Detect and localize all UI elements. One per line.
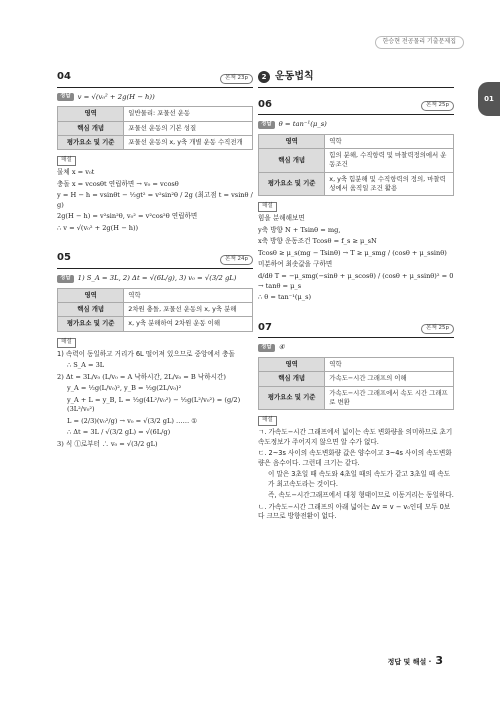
chapter-tab: 01 (478, 82, 500, 116)
solution-tag: 해설 (57, 156, 76, 166)
q06-heading (258, 98, 454, 116)
answer-tag: 정답 (258, 121, 275, 129)
page-number: 3 (435, 654, 443, 668)
solution-line: ㄷ. 2~3s 사이의 속도변화량 값은 양수이고 3~4s 사이의 속도변화량은 음수이다. 그런데 크기는 같다. (258, 449, 452, 467)
q06-table (258, 134, 454, 196)
cell: x, y축 힘분해 및 수직항력의 정의, 마찰력 성에서 움직일 조건 활용 (325, 172, 454, 196)
solution-line: ㄱ. 가속도−시간 그래프에서 넓이는 속도 변화량을 의미하므로 초기 속도정보가 주어지지 않으면 알 수가 없다. (258, 428, 453, 446)
cell: 포물선 운동의 기본 성질 (124, 121, 253, 135)
cell: 평가요소 및 기준 (58, 135, 124, 149)
q06-ref: 본책 25p (421, 101, 454, 111)
solution-line: y_A + L = y_B, L = ½g(4L²/v₀²) − ½g(L²/v₀²) = (g/2)(3L²/v₀²) (67, 395, 241, 414)
cell: 포물선 운동의 x, y축 개별 운동 수직전개 (124, 135, 253, 149)
q05-heading (57, 251, 253, 269)
answer-tag: 정답 (258, 344, 275, 352)
section-number: 2 (258, 71, 270, 83)
cell: 가속도−시간 그래프의 이해 (325, 372, 454, 386)
footer-label: 정답 및 해설 · (387, 658, 432, 667)
section-name: 운동법칙 (275, 71, 314, 82)
solution-line: ∴ θ = tan⁻¹(μ_s) (258, 293, 312, 302)
solution-line: x축 방향 운동조건 Tcosθ = f_s ≥ μ_sN (258, 237, 377, 246)
solution-line: 2) Δt = 3L/v₀ (L/v₀ = A 낙하시간, 2L/v₀ = B 낙하시간) (57, 372, 226, 381)
solution-line: d/dθ T = −μ_smg(−sinθ + μ_scosθ) / (cosθ + μ_ssinθ)² = 0 → tanθ = μ_s (258, 271, 454, 290)
solution-line: 2g(H − h) = v²sin²θ, v₀² = v²cos²θ 연립하면 (57, 212, 198, 221)
cell: 가속도−시간 그래프에서 속도 시간 그래프로 변환 (325, 386, 454, 410)
solution-line: 이 말은 3초일 때 속도와 4초일 때의 속도가 같고 3초일 때 속도가 최고속도라는 것이다. (268, 470, 451, 488)
solution-tag: 해설 (258, 416, 277, 426)
answer-text: 1) S_A = 3L, 2) Δt = √(6L/g), 3) v₀ = √(3/2 gL) (77, 273, 237, 282)
solution-line: 물체 x = v₀t (57, 168, 95, 177)
solution-line: ∴ v = √(v₀² + 2g(H − h)) (57, 223, 139, 232)
solution-line: 충돌 x = vcosθt 연립하면 → v₀ = vcosθ (57, 179, 179, 188)
cell: 영역 (259, 134, 325, 148)
solution-line: ∴ S_A = 3L (67, 361, 105, 370)
solution-line: Tcosθ ≥ μ_s(mg − Tsinθ) → T ≥ μ_smg / (cosθ + μ_ssinθ) (258, 248, 447, 257)
cell: 평가요소 및 기준 (58, 317, 124, 331)
cell: 핵심 개념 (58, 121, 124, 135)
solution-line: L = (2/3)(v₀²/g) → v₀ = √(3/2 gL) …… ① (67, 416, 198, 425)
q07-heading (258, 321, 454, 339)
solution-line: 미분하여 최솟값을 구하면 (258, 260, 333, 269)
solution-tag: 해설 (57, 338, 76, 348)
q04-table (57, 106, 253, 150)
q04-ref: 본책 23p (220, 74, 253, 84)
q05-answer (57, 274, 253, 284)
q07-ref: 본책 25p (421, 324, 454, 334)
solution-line: 1) 속력이 동일하고 거리가 6L 떨어져 있으므로 중앙에서 충돌 (57, 349, 235, 358)
answer-tag: 정답 (57, 93, 74, 101)
q04-heading (57, 70, 253, 88)
solution-line: ∴ Δt = 3L / √(3/2 gL) = √(6L/g) (67, 428, 171, 437)
page-footer (388, 653, 443, 669)
q05-table (57, 288, 253, 332)
cell: 영역 (259, 357, 325, 371)
answer-text: θ = tan⁻¹(μ_s) (278, 120, 327, 128)
solution-line: 즉, 속도−시간그래프에서 대칭 형태이므로 이동거리는 동일하다. (268, 491, 454, 500)
cell: 힘의 분해, 수직항력 및 마찰력정의에서 운동조건 (325, 149, 454, 173)
q07-number: 07 (258, 321, 272, 333)
answer-text: v = √(v₀² + 2g(H − h)) (77, 92, 155, 101)
cell: 평가요소 및 기준 (259, 172, 325, 196)
cell: 평가요소 및 기준 (259, 386, 325, 410)
cell: 역학 (325, 134, 454, 148)
cell: 영역 (58, 288, 124, 302)
cell: x, y축 분해하여 2차원 운동 이해 (124, 317, 253, 331)
q04-answer (57, 93, 253, 103)
q06-number: 06 (258, 98, 272, 110)
solution-line: y = H − h = vsinθt − ½gt² = v²sin²θ / 2g (최고점 t = vsinθ / g) (57, 191, 253, 209)
solution-line: 힘을 분해해보면 (258, 214, 305, 223)
q06-answer (258, 120, 454, 130)
right-column (258, 70, 454, 522)
cell: 핵심 개념 (259, 149, 325, 173)
solution-line: 3) 식 ①로부터 ∴ v₀ = √(3/2 gL) (57, 439, 158, 448)
q04-number: 04 (57, 71, 71, 82)
solution-line: ㄴ. 가속도−시간 그래프의 아래 넓이는 Δv = v − v₀인데 모두 0보다 크므로 방향전환이 없다. (258, 502, 451, 521)
running-header: 한승현 전공물리 기출문제집 (375, 36, 464, 49)
cell: 역학 (124, 288, 253, 302)
cell: 핵심 개념 (259, 372, 325, 386)
section-title (258, 70, 454, 88)
answer-tag: 정답 (57, 275, 74, 283)
solution-tag: 해설 (258, 202, 277, 212)
q07-table (258, 357, 454, 410)
cell: 일반물리: 포물선 운동 (124, 107, 253, 121)
solution-line: y_A = ½g(L/v₀)², y_B = ½g(2L/v₀)² (67, 384, 182, 393)
cell: 영역 (58, 107, 124, 121)
cell: 핵심 개념 (58, 303, 124, 317)
answer-text: ④ (278, 343, 285, 352)
q05-ref: 본책 24p (220, 255, 253, 265)
cell: 역학 (325, 357, 454, 371)
cell: 2차원 충돌, 포물선 운동의 x, y축 분해 (124, 303, 253, 317)
solution-line: y축 방향 N + Tsinθ = mg, (258, 225, 341, 234)
q07-answer (258, 343, 454, 353)
q05-number: 05 (57, 252, 71, 264)
left-column (57, 70, 253, 450)
